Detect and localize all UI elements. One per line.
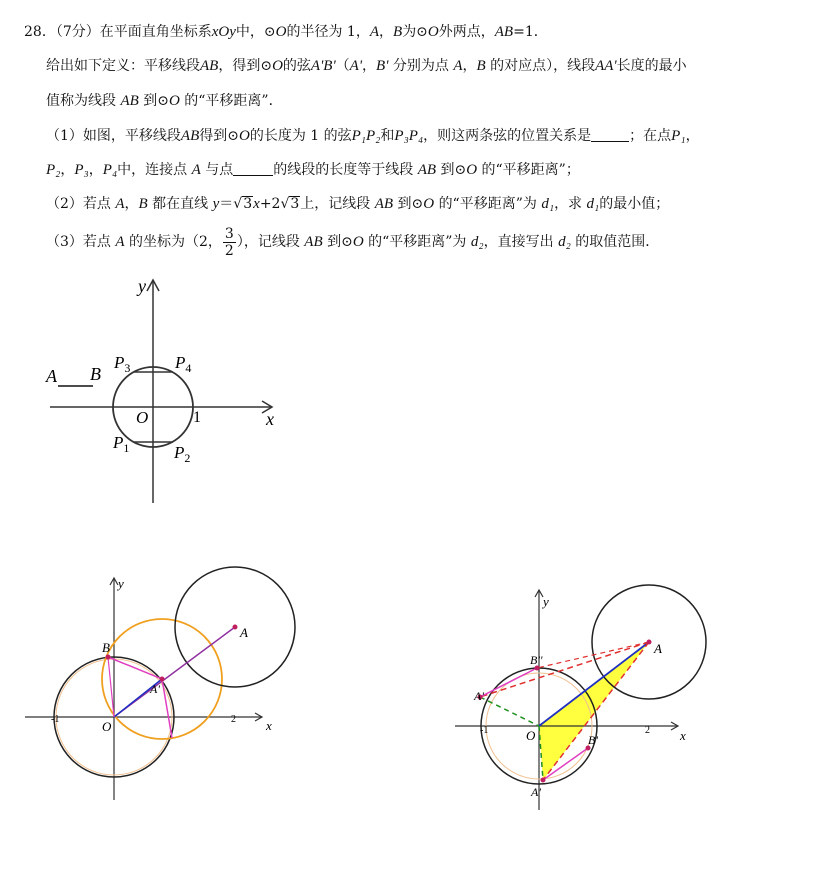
fraction-three-halves: $\frac{3}{2}$: [224, 225, 234, 259]
label-a: A: [654, 641, 662, 656]
label-b: B: [90, 364, 101, 384]
label-two: 2: [231, 714, 236, 725]
label-x: x: [680, 728, 686, 743]
label-p2: $P_2$: [174, 443, 191, 465]
yellow-region: [539, 642, 649, 780]
label-o: O: [102, 719, 112, 734]
question-2: （2）若点 A，B 都在直线 y＝√3x+2√3上，记线段 AB 到⊙O 的“平移距离”为 d₁，求 d₁的最小值；: [46, 196, 670, 212]
definition-line-1: 给出如下定义：平移线段AB，得到⊙O的弦A'B'（A'，B' 分别为点 A，B 的对应点），线段AA'长度的最小: [46, 58, 687, 74]
label-two: 2: [645, 725, 650, 736]
point-a: [647, 640, 652, 645]
label-x: x: [266, 409, 274, 429]
dash-green: [480, 697, 539, 726]
label-ap: A': [150, 682, 160, 696]
question-1-line-2: P₂，P₃，P₄中，连接点 A 与点 的线段的长度等于线段 AB 到⊙O 的“平移距离”；: [46, 162, 580, 178]
label-a: A: [46, 366, 57, 386]
answer-blank-2[interactable]: [233, 161, 273, 176]
label-p1: $P_1$: [113, 433, 130, 455]
label-a: A: [240, 625, 248, 640]
label-neg1: -1: [51, 714, 60, 725]
figure-2: [20, 575, 280, 805]
label-y: y: [118, 576, 124, 591]
problem-line-1: 28．（7分）在平面直角坐标系xOy中，⊙O的半径为 1，A，B为⊙O外两点，AB=1．: [24, 24, 548, 40]
label-app: A': [474, 689, 484, 703]
label-p4: $P_4$: [175, 353, 192, 375]
label-ap: A': [531, 785, 541, 799]
definition-line-2: 值称为线段 AB 到⊙O 的“平移距离”．: [46, 93, 283, 109]
label-x: x: [266, 718, 272, 733]
label-y: y: [138, 276, 146, 296]
label-o: O: [526, 728, 536, 743]
point-b: [106, 655, 111, 660]
label-b: B: [102, 640, 110, 655]
magenta-upper: [480, 668, 537, 697]
figure-3: [450, 585, 700, 815]
label-one: 1: [193, 409, 201, 426]
label-o: O: [136, 408, 149, 427]
figure-1: [30, 270, 290, 510]
question-3: （3）若点 A 的坐标为（2， $\frac{3}{2}$ ），记线段 AB 到⊙O 的“平移距离”为 d₂，直接写出 d₂ 的取值范围．: [46, 225, 660, 259]
point-a: [233, 625, 238, 630]
point-ap: [541, 778, 546, 783]
question-1-line-1: （1）如图，平移线段AB得到⊙O的长度为 1 的弦P₁P₂和P₃P₄，则这两条弦的位置关系是 ；在点P₁，: [46, 128, 700, 144]
label-bp: B': [588, 733, 598, 747]
label-y: y: [543, 594, 549, 609]
answer-blank-1[interactable]: [591, 127, 629, 142]
point-ap: [160, 677, 165, 682]
label-bpp: B'': [530, 653, 543, 667]
label-neg1: -1: [480, 725, 489, 736]
label-p3: $P_3$: [114, 353, 131, 375]
